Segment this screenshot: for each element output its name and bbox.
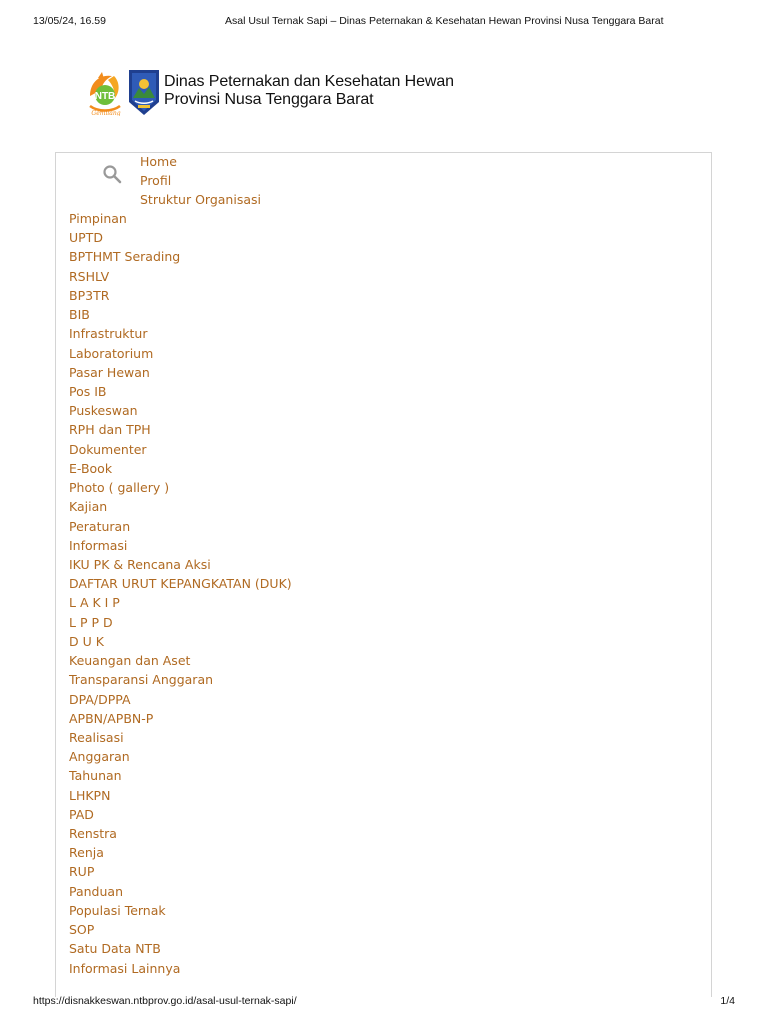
menu-item-l-a-k-i-p[interactable]: L A K I P [69,595,120,610]
menu-item-bp3tr[interactable]: BP3TR [69,288,110,303]
menu-item-pos-ib[interactable]: Pos IB [69,384,107,399]
menu-item-keuangan-dan-aset[interactable]: Keuangan dan Aset [69,653,191,668]
menu-item-puskeswan[interactable]: Puskeswan [69,403,138,418]
ntb-crest-logo [128,68,160,116]
menu-item-pasar-hewan[interactable]: Pasar Hewan [69,365,150,380]
site-name-line2: Provinsi Nusa Tenggara Barat [164,91,374,108]
search-icon[interactable] [102,164,122,184]
print-page-title: Asal Usul Ternak Sapi – Dinas Peternakan & Kesehatan Hewan Provinsi Nusa Tenggara Barat [225,15,664,27]
menu-item-anggaran[interactable]: Anggaran [69,749,130,764]
site-name[interactable] [164,73,454,109]
logo-text: NTB [94,91,116,102]
menu-item-apbn-apbn-p[interactable]: APBN/APBN-P [69,711,154,726]
menu-item-photo-gallery[interactable]: Photo ( gallery ) [69,480,170,495]
menu-item-satu-data-ntb[interactable]: Satu Data NTB [69,941,161,956]
menu-item-l-p-p-d[interactable]: L P P D [69,615,113,630]
menu-item-rup[interactable]: RUP [69,864,95,879]
menu-item-struktur-organisasi[interactable]: Struktur Organisasi [140,192,261,207]
ntb-gemilang-logo [84,70,126,116]
menu-item-populasi-ternak[interactable]: Populasi Ternak [69,903,166,918]
menu-item-dokumenter[interactable]: Dokumenter [69,442,147,457]
menu-item-informasi[interactable]: Informasi [69,538,128,553]
menu-item-laboratorium[interactable]: Laboratorium [69,346,154,361]
menu-item-renstra[interactable]: Renstra [69,826,117,841]
print-header [0,15,768,29]
menu-item-panduan[interactable]: Panduan [69,884,123,899]
menu-item-kajian[interactable]: Kajian [69,499,108,514]
menu-item-tahunan[interactable]: Tahunan [69,768,122,783]
menu-item-realisasi[interactable]: Realisasi [69,730,124,745]
menu-item-transparansi-anggaran[interactable]: Transparansi Anggaran [69,672,214,687]
menu-item-profil[interactable]: Profil [140,173,172,188]
menu-item-bib[interactable]: BIB [69,307,90,322]
menu-item-daftar-urut-kepangkatan-duk[interactable]: DAFTAR URUT KEPANGKATAN (DUK) [69,576,292,591]
menu-item-e-book[interactable]: E-Book [69,461,113,476]
menu-item-dpa-dppa[interactable]: DPA/DPPA [69,692,131,707]
menu-item-lhkpn[interactable]: LHKPN [69,788,111,803]
menu-item-infrastruktur[interactable]: Infrastruktur [69,326,148,341]
menu-item-rph-dan-tph[interactable]: RPH dan TPH [69,422,151,437]
navigation-menu [55,152,712,997]
menu-item-home[interactable]: Home [140,154,177,169]
menu-item-renja[interactable]: Renja [69,845,104,860]
menu-item-d-u-k[interactable]: D U K [69,634,104,649]
menu-item-rshlv[interactable]: RSHLV [69,269,110,284]
menu-item-pad[interactable]: PAD [69,807,94,822]
menu-item-sop[interactable]: SOP [69,922,95,937]
site-name-line1: Dinas Peternakan dan Kesehatan Hewan [164,73,454,90]
menu-item-informasi-lainnya[interactable]: Informasi Lainnya [69,961,181,976]
menu-item-iku-pk-rencana-aksi[interactable]: IKU PK & Rencana Aksi [69,557,211,572]
print-page-indicator: 1/4 [720,995,735,1007]
logo-subtext: Gemilang [91,110,121,116]
menu-item-peraturan[interactable]: Peraturan [69,519,131,534]
menu-item-pimpinan[interactable]: Pimpinan [69,211,127,226]
print-footer [0,995,768,1009]
print-url: https://disnakkeswan.ntbprov.go.id/asal-usul-ternak-sapi/ [33,995,297,1007]
print-datetime: 13/05/24, 16.59 [33,15,106,27]
menu-item-bpthmt-serading[interactable]: BPTHMT Serading [69,249,181,264]
menu-item-uptd[interactable]: UPTD [69,230,103,245]
